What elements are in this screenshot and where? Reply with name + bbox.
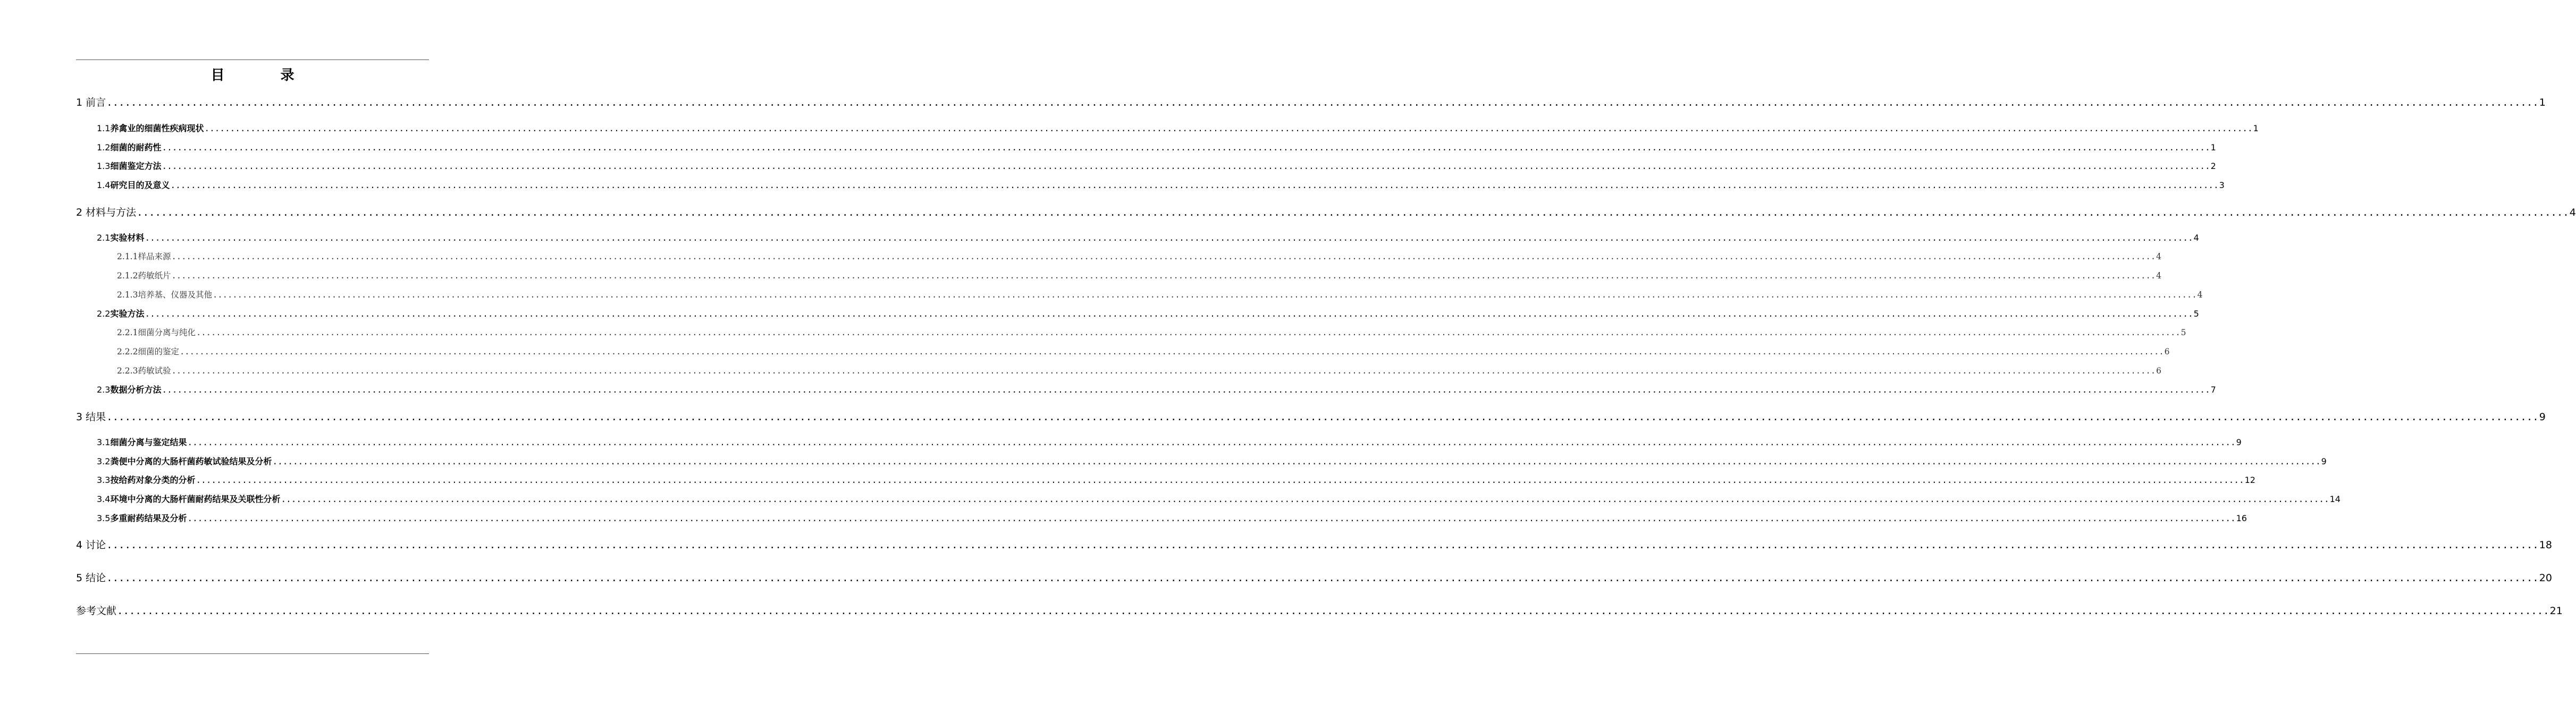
toc-entry[interactable]: [76, 537, 2552, 551]
toc-entry-page: 4: [2193, 233, 2199, 243]
toc-entry[interactable]: [97, 436, 2242, 448]
toc-entry-label: 2.2.1细菌分离与纯化: [117, 328, 196, 337]
toc-entry[interactable]: [117, 250, 2162, 262]
toc-entry-label: 5 结论: [76, 572, 106, 584]
toc-entry-label: 1.4研究目的及意义: [97, 180, 170, 190]
toc-entry-page: 6: [2164, 347, 2170, 356]
toc-entry[interactable]: [97, 383, 2216, 395]
toc-leader-dots: ................................................................................................................................................................................................................................................................................................................................................................................................................: [162, 142, 2210, 152]
toc-entry-page: 9: [2539, 411, 2546, 423]
footer-rule: [76, 653, 429, 654]
toc-leader-dots: ................................................................................................................................................................................................................................................................................................................................................................................................................: [106, 411, 2539, 423]
toc-entry-page: 4: [2156, 271, 2162, 280]
toc-entry-page: 6: [2156, 366, 2162, 376]
toc-entry[interactable]: [97, 159, 2216, 172]
toc-leader-dots: ................................................................................................................................................................................................................................................................................................................................................................................................................: [272, 456, 2321, 466]
toc-entry-label: 2.1.3培养基、仪器及其他: [117, 290, 212, 300]
toc-entry[interactable]: [97, 512, 2247, 524]
toc-entry[interactable]: [97, 178, 2225, 191]
toc-entry-label: 3.3按给药对象分类的分析: [97, 475, 196, 485]
toc-leader-dots: ................................................................................................................................................................................................................................................................................................................................................................................................................: [196, 475, 2244, 485]
toc-entry-label: 2.1实验材料: [97, 233, 145, 243]
toc-entry-label: 1.3细菌鉴定方法: [97, 161, 162, 171]
toc-entry[interactable]: [117, 288, 2203, 300]
toc-leader-dots: ................................................................................................................................................................................................................................................................................................................................................................................................................: [281, 494, 2329, 504]
toc-entry-page: 7: [2210, 385, 2216, 395]
toc-entry-label: 2 材料与方法: [76, 207, 137, 218]
toc-entry-label: 3.2粪便中分离的大肠杆菌药敏试验结果及分析: [97, 456, 272, 466]
toc-entry-label: 3 结果: [76, 411, 106, 423]
toc-entry[interactable]: [97, 122, 2259, 134]
toc-leader-dots: ................................................................................................................................................................................................................................................................................................................................................................................................................: [212, 290, 2197, 300]
toc-entry[interactable]: [117, 364, 2162, 376]
toc-entry-page: 3: [2219, 180, 2225, 190]
toc-entry-page: 21: [2549, 605, 2563, 617]
toc-entry-page: 18: [2539, 539, 2552, 551]
toc-entry-page: 9: [2236, 437, 2242, 447]
toc-entry[interactable]: [97, 473, 2255, 486]
toc-entry-page: 14: [2329, 494, 2341, 504]
toc-leader-dots: ................................................................................................................................................................................................................................................................................................................................................................................................................: [171, 271, 2156, 280]
toc-entry[interactable]: [76, 95, 2546, 109]
toc-entry[interactable]: [97, 455, 2327, 467]
toc-entry-label: 3.4环境中分离的大肠杆菌耐药结果及关联性分析: [97, 494, 281, 504]
toc-entry-label: 2.2.2细菌的鉴定: [117, 347, 179, 356]
toc-entry[interactable]: [117, 269, 2162, 281]
toc-entry-label: 1 前言: [76, 97, 106, 108]
toc-entry-page: 12: [2244, 475, 2255, 485]
toc-entry-page: 4: [2156, 252, 2162, 261]
toc-entry-label: 4 讨论: [76, 539, 106, 551]
toc-entry-page: 5: [2181, 328, 2186, 337]
toc-entry-page: 9: [2321, 456, 2327, 466]
toc-leader-dots: ................................................................................................................................................................................................................................................................................................................................................................................................................: [196, 328, 2181, 337]
toc-leader-dots: ................................................................................................................................................................................................................................................................................................................................................................................................................: [106, 572, 2539, 584]
toc-leader-dots: ................................................................................................................................................................................................................................................................................................................................................................................................................: [170, 180, 2219, 190]
toc-entry-label: 1.1养禽业的细菌性疾病现状: [97, 123, 204, 133]
toc-leader-dots: ................................................................................................................................................................................................................................................................................................................................................................................................................: [162, 161, 2210, 171]
toc-entry-label: 2.2实验方法: [97, 309, 145, 319]
toc-leader-dots: ................................................................................................................................................................................................................................................................................................................................................................................................................: [171, 252, 2156, 261]
toc-entry-label: 3.5多重耐药结果及分析: [97, 513, 187, 523]
toc-entry-page: 2: [2210, 161, 2216, 171]
toc-entry[interactable]: [97, 307, 2199, 319]
toc-entry[interactable]: [76, 603, 2563, 617]
toc-leader-dots: ................................................................................................................................................................................................................................................................................................................................................................................................................: [106, 97, 2539, 108]
toc-entry[interactable]: [97, 231, 2199, 243]
toc-entry-label: 2.3数据分析方法: [97, 385, 162, 395]
toc-entry-page: 4: [2197, 290, 2203, 300]
toc-entry[interactable]: [97, 141, 2216, 153]
toc-entry-label: 2.1.2药敏纸片: [117, 271, 171, 280]
toc-entry-label: 2.2.3药敏试验: [117, 366, 171, 376]
toc-leader-dots: ................................................................................................................................................................................................................................................................................................................................................................................................................: [204, 123, 2253, 133]
toc-entry-label: 参考文献: [76, 605, 117, 617]
toc-entry-label: 1.2细菌的耐药性: [97, 142, 162, 152]
toc-entry[interactable]: [117, 345, 2170, 357]
toc-entry-label: 2.1.1样品来源: [117, 252, 171, 261]
toc-title: 目 录: [211, 67, 320, 83]
toc-leader-dots: ................................................................................................................................................................................................................................................................................................................................................................................................................: [179, 347, 2164, 356]
toc-entry-page: 1: [2210, 142, 2216, 152]
toc-entry[interactable]: [76, 409, 2546, 423]
toc-entry[interactable]: [117, 326, 2186, 338]
toc-leader-dots: ................................................................................................................................................................................................................................................................................................................................................................................................................: [171, 366, 2156, 376]
toc-leader-dots: ................................................................................................................................................................................................................................................................................................................................................................................................................: [162, 385, 2210, 395]
toc-leader-dots: ................................................................................................................................................................................................................................................................................................................................................................................................................: [187, 437, 2236, 447]
toc-entry-page: 16: [2236, 513, 2247, 523]
toc-leader-dots: ................................................................................................................................................................................................................................................................................................................................................................................................................: [145, 309, 2193, 319]
toc-entry-page: 4: [2569, 207, 2576, 218]
toc-entry-page: 1: [2253, 123, 2259, 133]
toc-leader-dots: ................................................................................................................................................................................................................................................................................................................................................................................................................: [106, 539, 2539, 551]
toc-leader-dots: ................................................................................................................................................................................................................................................................................................................................................................................................................: [145, 233, 2193, 243]
toc-entry[interactable]: [76, 205, 2576, 219]
toc-entry[interactable]: [76, 570, 2552, 584]
toc-leader-dots: ................................................................................................................................................................................................................................................................................................................................................................................................................: [117, 605, 2549, 617]
toc-entry-page: 5: [2193, 309, 2199, 319]
toc-entry-page: 20: [2539, 572, 2552, 584]
toc-entry[interactable]: [97, 492, 2341, 505]
toc-entry-label: 3.1细菌分离与鉴定结果: [97, 437, 187, 447]
toc-leader-dots: ................................................................................................................................................................................................................................................................................................................................................................................................................: [137, 207, 2569, 218]
toc-entry-page: 1: [2539, 97, 2546, 108]
toc-leader-dots: ................................................................................................................................................................................................................................................................................................................................................................................................................: [187, 513, 2236, 523]
